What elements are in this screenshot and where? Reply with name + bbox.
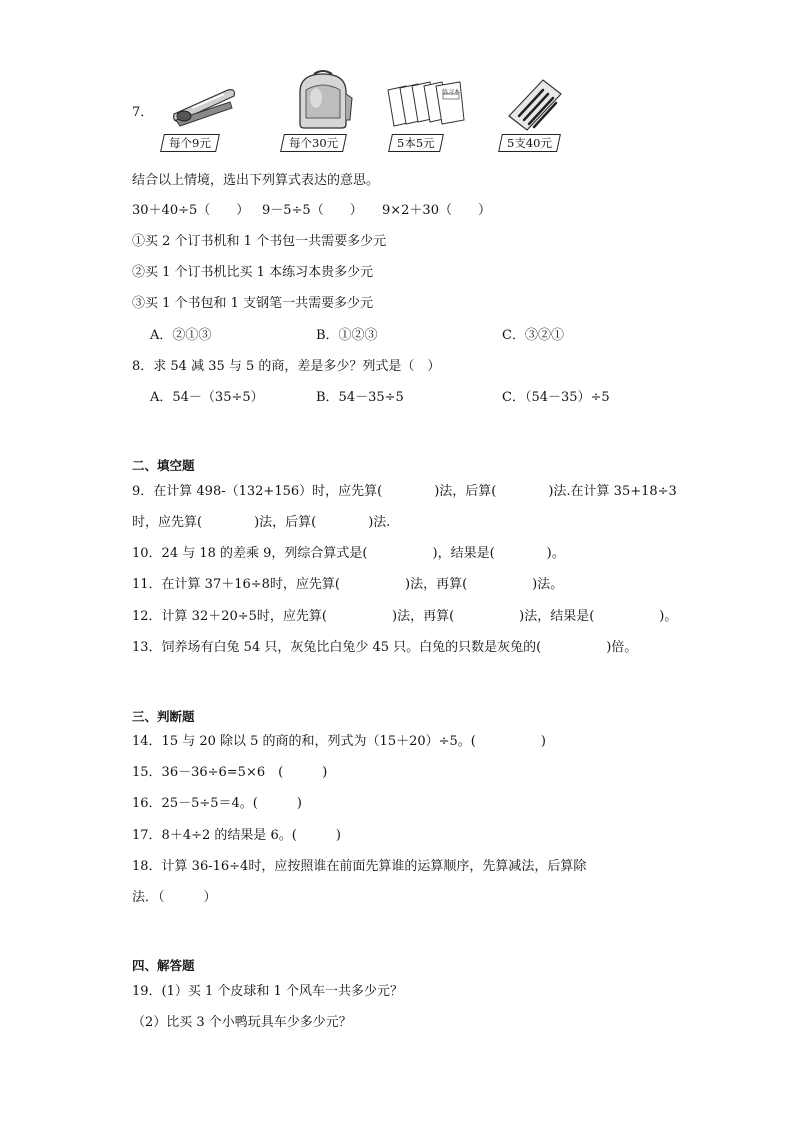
pens-icon — [505, 76, 563, 134]
stapler-icon — [168, 80, 240, 130]
q8-option-a: A．54－（35÷5） — [150, 390, 264, 405]
price-tag-stapler: 每个9元 — [160, 134, 220, 152]
q7-meaning-2: ②买 1 个订书机比买 1 本练习本贵多少元 — [132, 265, 374, 280]
question-9-line-1: 9．在计算 498-（132+156）时，应先算( )法，后算( )法.在计算 35+18÷3 — [132, 484, 677, 499]
q7-meaning-3: ③买 1 个书包和 1 支钢笔一共需要多少元 — [132, 296, 374, 311]
section-heading-fill-in: 二、填空题 — [132, 458, 195, 473]
q8-question: 8．求 54 减 35 与 5 的商，差是多少？列式是（ ） — [132, 359, 441, 374]
question-18-line-2: 法．（ ） — [132, 890, 217, 905]
q7-instruction: 结合以上情境，选出下列算式表达的意思。 — [132, 173, 380, 188]
question-18-line-1: 18．计算 36-16÷4时，应按照谁在前面先算谁的运算顺序，先算减法，后算除 — [132, 859, 587, 874]
section-heading-problem-solving: 四、解答题 — [132, 958, 195, 973]
q7-expression-2: 9－5÷5（ ） — [262, 203, 363, 218]
question-17: 17．8＋4÷2 的结果是 6。( ) — [132, 828, 341, 843]
q8-option-b: B．54－35÷5 — [316, 390, 404, 405]
item-backpack — [292, 68, 354, 130]
question-14: 14．15 与 20 除以 5 的商的和，列式为（15＋20）÷5。( ) — [132, 734, 546, 749]
q8-option-c: C．（54－35）÷5 — [502, 390, 610, 405]
q7-option-a: A．②①③ — [150, 328, 212, 343]
notebooks-icon — [386, 80, 466, 130]
item-stapler — [168, 80, 240, 130]
question-12: 12．计算 32＋20÷5时，应先算( )法，再算( )法，结果是( )。 — [132, 609, 678, 624]
question-15: 15．36－36÷6=5×6 ( ) — [132, 765, 328, 780]
item-notebooks — [386, 80, 466, 130]
question-10: 10．24 与 18 的差乘 9，列综合算式是( )，结果是( )。 — [132, 546, 565, 561]
price-tag-notebooks: 5本5元 — [388, 134, 443, 152]
backpack-icon — [292, 68, 354, 130]
question-11: 11．在计算 37＋16÷8时，应先算( )法，再算( )法。 — [132, 577, 564, 592]
item-pens — [505, 76, 563, 134]
q7-meaning-1: ①买 2 个订书机和 1 个书包一共需要多少元 — [132, 234, 387, 249]
question-19-part-1: 19．(1）买 1 个皮球和 1 个风车一共多少元？ — [132, 984, 403, 999]
q7-expression-3: 9×2＋30（ ） — [382, 203, 491, 218]
notebook-cover-label: 练习本 — [442, 89, 461, 96]
q7-expression-1: 30＋40÷5（ ） — [132, 203, 250, 218]
price-tag-backpack: 每个30元 — [280, 134, 347, 152]
question-16: 16．25－5÷5＝4。( ) — [132, 796, 302, 811]
section-heading-true-false: 三、判断题 — [132, 709, 195, 724]
q7-option-b: B．①②③ — [316, 328, 378, 343]
question-19-part-2: （2）比买 3 个小鸭玩具车少多少元？ — [132, 1015, 352, 1030]
question-9-line-2: 时，应先算( )法，后算( )法. — [132, 515, 391, 530]
price-tag-pens: 5支40元 — [498, 134, 561, 152]
q7-option-c: C．③②① — [502, 328, 564, 343]
question-number-7: 7． — [132, 105, 154, 120]
question-13: 13．饲养场有白兔 54 只，灰兔比白兔少 45 只。白兔的只数是灰兔的( )倍。 — [132, 640, 638, 655]
